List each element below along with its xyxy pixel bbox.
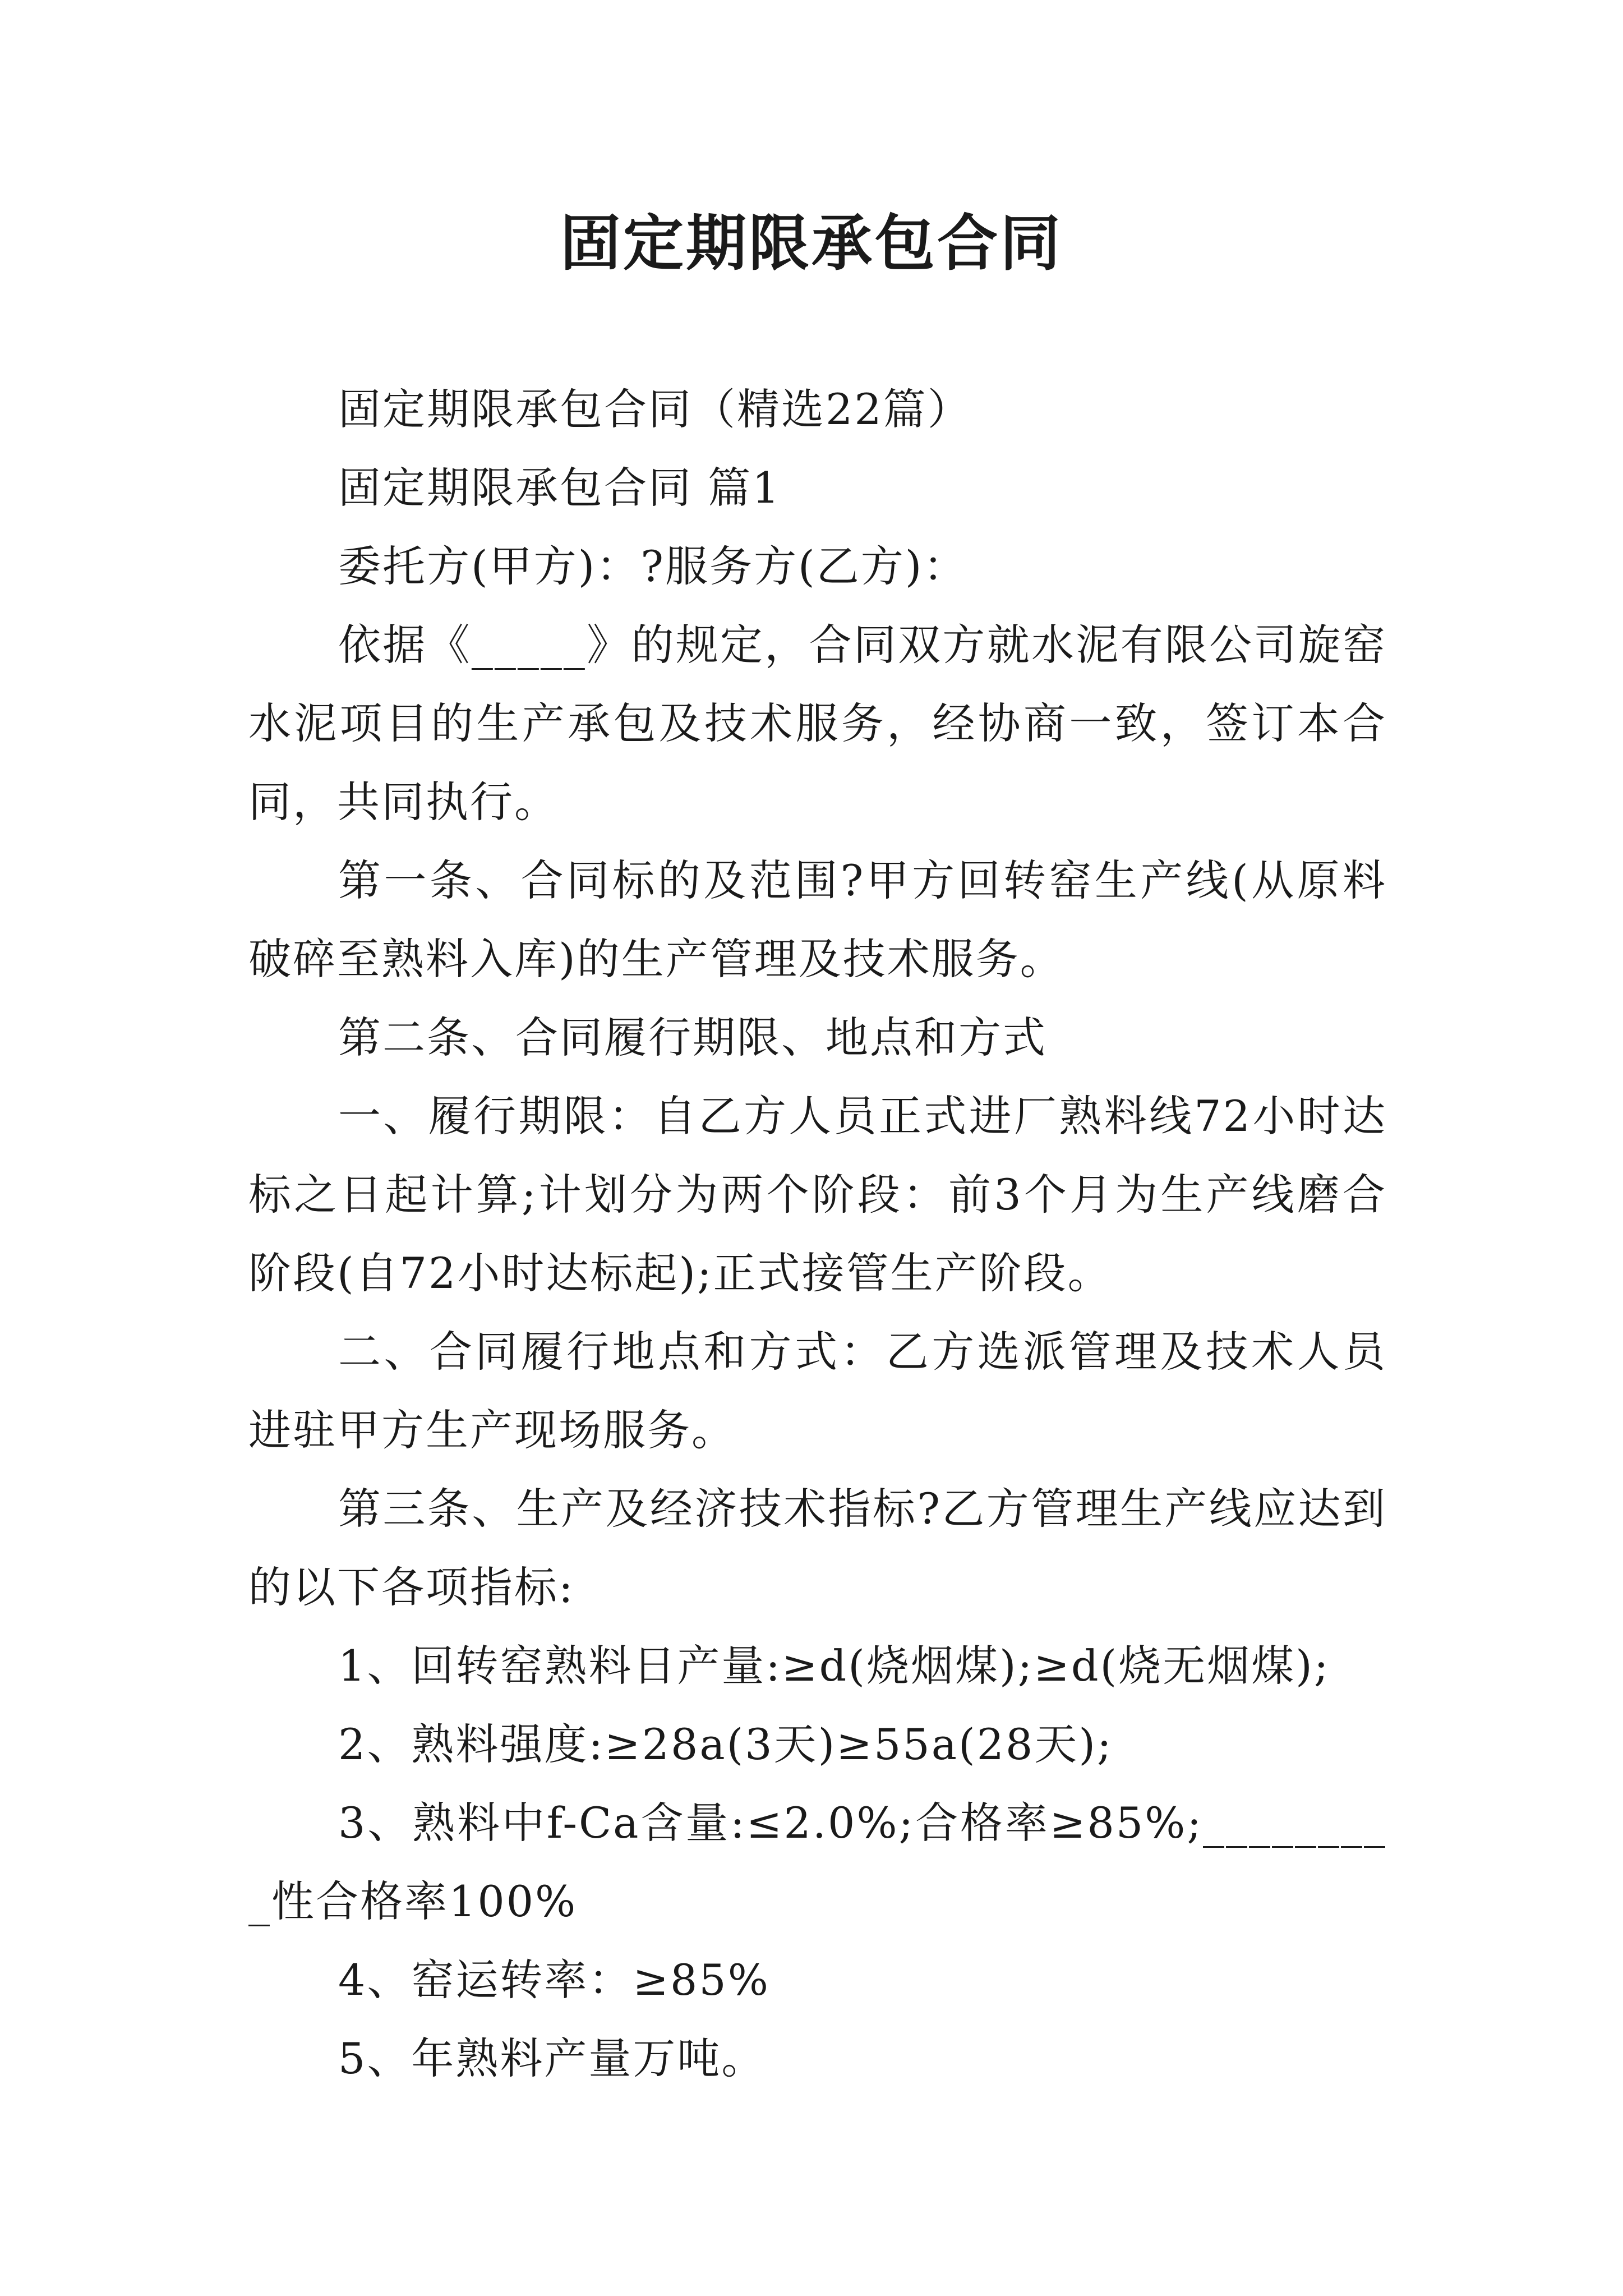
paragraph: 第三条、生产及经济技术指标?乙方管理生产线应达到的以下各项指标:	[248, 1484, 1387, 1612]
paragraph: 5、年熟料产量万吨。	[338, 2033, 766, 2083]
paragraph: 4、窑运转率：≥85%	[338, 1955, 770, 2005]
document-title: 固定期限承包合同	[560, 209, 1063, 279]
paragraph: 1、回转窑熟料日产量:≥d(烧烟煤);≥d(烧无烟煤);	[338, 1641, 1330, 1691]
paragraph: 2、熟料强度:≥28a(3天)≥55a(28天);	[338, 1719, 1113, 1769]
paragraph: 固定期限承包合同 篇1	[338, 463, 781, 513]
paragraph: 3、熟料中f-Ca含量:≤2.0%;合格率≥85%;_________性合格率100%	[248, 1798, 1387, 1926]
paragraph: 依据《_____》的规定，合同双方就水泥有限公司旋窑水泥项目的生产承包及技术服务，经协商一致，签订本合同，共同执行。	[248, 620, 1387, 827]
paragraph: 一、履行期限：自乙方人员正式进厂熟料线72小时达标之日起计算;计划分为两个阶段：前3个月为生产线磨合阶段(自72小时达标起);正式接管生产阶段。	[248, 1091, 1387, 1298]
paragraph: 第二条、合同履行期限、地点和方式	[338, 1013, 1047, 1062]
paragraph: 第一条、合同标的及范围?甲方回转窑生产线(从原料破碎至熟料入库)的生产管理及技术服务。	[248, 855, 1387, 984]
document-body	[248, 370, 1387, 2098]
paragraph: 二、合同履行地点和方式：乙方选派管理及技术人员进驻甲方生产现场服务。	[248, 1327, 1387, 1455]
paragraph: 委托方(甲方)：?服务方(乙方)：	[338, 541, 968, 591]
paragraph: 固定期限承包合同（精选22篇）	[338, 384, 972, 434]
